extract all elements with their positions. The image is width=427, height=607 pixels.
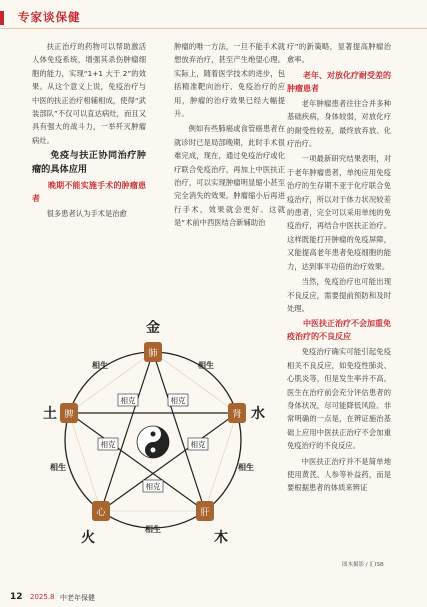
paragraph: 扶正治疗的药物可以帮助激活人体免疫系统，增强其杀伤肿瘤细胞的能力，实现“1+1 大于 2”的效果。从这个意义上说，免疫治疗与中医的扶正治疗相辅相成，使得“武装部队”不仅可以直达病灶，而且又具有强大的战斗力，一举歼灭肿瘤病灶。 (32, 42, 146, 145)
paragraph: 很多患者认为手术是治愈 (46, 209, 127, 219)
svg-text:肝: 肝 (200, 508, 210, 518)
ke-label-5 (143, 480, 163, 492)
header-rule (0, 28, 427, 29)
element-label-right: 水 (251, 406, 265, 422)
element-label-top: 金 (146, 320, 160, 336)
page-footer (0, 592, 427, 607)
paragraph: 例如有些肺癌或食管癌患者在就诊时已是局部晚期，此时手术很难完成，现在，通过免疫治疗或化疗联合免疫治疗，再加上中医扶正治疗，可以实现肿瘤明显缩小甚至完全消失的效果。肿瘤缩小后再进行手术，效果就会更好。这就是“术前中西医结合新辅助治 (174, 124, 285, 228)
yin-yang-icon (137, 426, 169, 458)
magazine-name: 中老年保健 (60, 594, 95, 602)
element-label-bottom-right: 木 (214, 530, 228, 545)
node-top (144, 342, 162, 362)
svg-text:心: 心 (96, 508, 106, 518)
issue-date: 2025.8 (30, 593, 55, 601)
subheading: 中医扶正治疗不会加重免疫治疗的不良反应 (287, 319, 391, 342)
section-heading: 免疫与扶正协同治疗肿瘤的具体应用 (32, 150, 146, 176)
page-number: 12 (10, 592, 23, 602)
node-bottom-left (92, 501, 110, 521)
paragraph: 老年肿瘤患者往往合并多种基础疾病，身体较弱，对放化疗的耐受性较差，最终放弃放、化疗治疗。 (287, 98, 391, 149)
five-elements-diagram (38, 320, 268, 545)
paragraph: 免疫治疗确实可能引起免疫相关不良反应，如免疫性肺炎、心肌炎等，但是发生率并不高。医生在治疗前会充分评估患者的身体状况，尽可能降低风险。非常明确的一点是，在辨证施治基础上应用中医扶正治疗不会加重免疫治疗的不良反应。 (287, 347, 391, 451)
element-label-bottom-left: 火 (81, 530, 95, 545)
element-label-left: 土 (43, 406, 57, 422)
photo-credit: 图木摄影 / 汇ISB (342, 562, 384, 568)
svg-text:相克: 相克 (145, 482, 161, 491)
paragraph: 肿瘤的唯一方法，一旦不能手术就想放弃治疗，甚至产生绝望心理。实际上，随着医学技术的进步，包括精准靶向治疗、免疫治疗的应用，肿瘤的治疗效果已经大幅提升。 (174, 42, 285, 119)
article-column-1 (32, 40, 146, 223)
subheading: 老年、对放化疗耐受差的肿瘤患者 (287, 70, 391, 93)
page-header (0, 0, 427, 30)
paragraph: 疗”的新策略，显著提高肿瘤治愈率。 (287, 42, 391, 65)
node-left (60, 403, 78, 423)
section-title: 专家谈保健 (18, 10, 81, 24)
svg-text:肺: 肺 (148, 349, 158, 359)
article-column-2 (174, 40, 285, 232)
svg-text:相克: 相克 (190, 440, 206, 449)
svg-text:脾: 脾 (64, 410, 74, 420)
ke-label-4 (98, 438, 118, 450)
paragraph: 中医扶正治疗并不是简单地使用黄芪、人参等补益药，而是要根据患者的体质来辨证 (287, 456, 391, 493)
sheng-label-3: 相生 (238, 463, 254, 472)
sheng-label-4: 相生 (50, 463, 66, 472)
subheading: 晚期不能实施手术的肿瘤患者 (32, 181, 146, 204)
svg-text:相克: 相克 (170, 396, 186, 405)
paragraph: 当然，免疫治疗也可能出现不良反应，需要提前预防和及时处理。 (287, 277, 391, 313)
svg-text:肾: 肾 (232, 410, 242, 420)
node-bottom-right (196, 501, 214, 521)
ke-label-1 (118, 394, 138, 406)
svg-text:相克: 相克 (120, 396, 136, 405)
paragraph: 一项最新研究结果表明，对于老年肿瘤患者，单纯应用免疫治疗的生存期不亚于化疗联合免疫治疗，所以对于体力状况较差的患者，完全可以采用单纯的免疫治疗，再结合中医扶正治疗。这样既能打开肿瘤的免疫屏障，又能提高老年患者免疫细胞的能力，达到事半功倍的治疗效果。 (287, 154, 391, 271)
sheng-label-5: 相生 (145, 525, 161, 534)
svg-text:相克: 相克 (100, 440, 116, 449)
node-right (228, 403, 246, 423)
sheng-label-2: 相生 (92, 361, 108, 370)
article-column-3 (287, 40, 391, 497)
ke-label-3 (188, 438, 208, 450)
sheng-label-1: 相生 (198, 361, 214, 370)
ke-label-2 (168, 394, 188, 406)
header-accent-bar (0, 11, 4, 25)
